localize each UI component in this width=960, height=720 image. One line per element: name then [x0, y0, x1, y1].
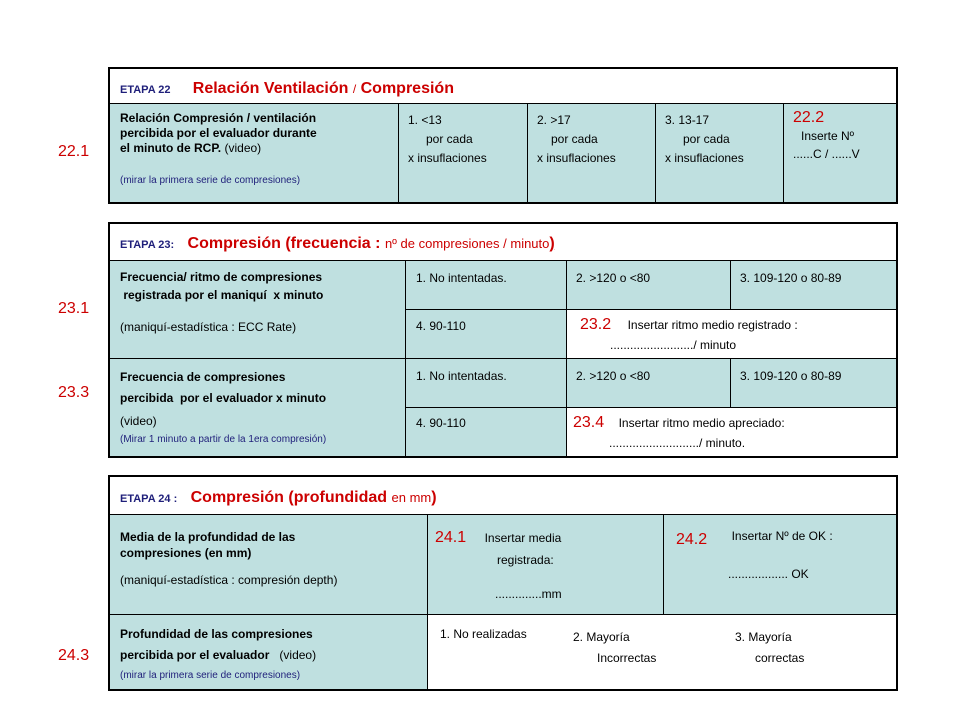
stage-23-row-1-source: (maniquí-estadística : ECC Rate) [120, 320, 297, 334]
side-label-24-3: 24.3 [58, 647, 90, 664]
stage-23-option-1b[interactable]: 1. No intentadas. [416, 369, 507, 383]
stage-23-row-2-note: (Mirar 1 minuto a partir de la 1era compresión) [120, 434, 327, 445]
stage-24-insert-2[interactable]: 24.2 $^{Insertar Nº de OK :}$ .................. OK [676, 529, 833, 581]
stage-22-description: Relación Compresión / ventilación percibida por el evaluador durante el minuto de RCP. (video) [120, 111, 317, 155]
stage-23-option-2[interactable]: 2. >120 o <80 [576, 271, 651, 285]
stage-24-option-3[interactable]: 3. Mayoría correctas [735, 630, 805, 665]
side-label-23-3: 23.3 [58, 384, 90, 401]
stage-24-row-2-label: Profundidad de las compresiones [120, 627, 313, 641]
stage-24-row-1-label: Media de la profundidad de las compresiones (en mm) [120, 530, 296, 560]
stage-23-row-1-label: Frecuencia/ ritmo de compresiones registrada por el maniquí x minuto [120, 270, 324, 302]
stage-23-option-3[interactable]: 3. 109-120 o 80-89 [740, 271, 842, 285]
stage-23-title: ETAPA 23: Compresión (frecuencia : nº de compresiones / minuto) [120, 235, 555, 252]
stage-23-insert-2[interactable]: 23.2 Insertar ritmo medio registrado : ........................./ minuto [580, 316, 798, 352]
code-22-2: 22.2 [793, 109, 825, 126]
stage-22-option-2[interactable]: 2. >17 por cada x insuflaciones [537, 113, 616, 165]
stage-24-row-2-note: (mirar la primera serie de compresiones) [120, 670, 301, 681]
stage-24-insert-1[interactable]: 24.1 Insertar media registrada: ..............mm [435, 529, 562, 601]
stage-24-option-2[interactable]: 2. Mayoría Incorrectas [573, 630, 657, 665]
stage-23-option-1[interactable]: 1. No intentadas. [416, 271, 507, 285]
stage-23-option-2b[interactable]: 2. >120 o <80 [576, 369, 651, 383]
stage-23-option-3b[interactable]: 3. 109-120 o 80-89 [740, 369, 842, 383]
stage-22-insert-field[interactable]: 22.2 Inserte Nº ......C / ......V [793, 109, 893, 161]
code-23-4: 23.4 [573, 414, 605, 431]
stage-22-option-1[interactable]: 1. <13 por cada x insuflaciones [408, 113, 487, 165]
stage-23-insert-4[interactable]: 23.4 Insertar ritmo medio apreciado: .........................../ minuto. [573, 414, 785, 450]
stage-23-option-4[interactable]: 4. 90-110 [416, 319, 466, 333]
stage-22-note: (mirar la primera serie de compresiones) [120, 175, 301, 186]
stage-23-option-4b[interactable]: 4. 90-110 [416, 416, 466, 430]
side-label-22-1: 22.1 [58, 143, 90, 160]
side-label-23-1: 23.1 [58, 300, 90, 317]
code-24-2: 24.2 [676, 531, 708, 548]
stage-23-table [108, 222, 898, 458]
stage-22-option-3[interactable]: 3. 13-17 por cada x insuflaciones [665, 113, 744, 165]
stage-24-table [108, 475, 898, 691]
stage-24-option-1[interactable]: 1. No realizadas [440, 627, 527, 641]
stage-24-title: ETAPA 24 : Compresión (profundidad en mm) [120, 489, 437, 506]
stage-24-row-1-source: (maniquí-estadística : compresión depth) [120, 573, 338, 587]
stage-24-row-2-label-b: percibida por el evaluador (video) [120, 648, 317, 662]
stage-23-row-2-source: (video) [120, 414, 157, 428]
code-23-2: 23.2 [580, 316, 612, 333]
stage-22-title: ETAPA 22 Relación Ventilación / Compresión [120, 80, 454, 97]
stage-22-table [108, 67, 898, 204]
stage-23-row-2-label: Frecuencia de compresiones percibida por el evaluador x minuto [120, 370, 327, 405]
code-24-1: 24.1 [435, 529, 467, 546]
